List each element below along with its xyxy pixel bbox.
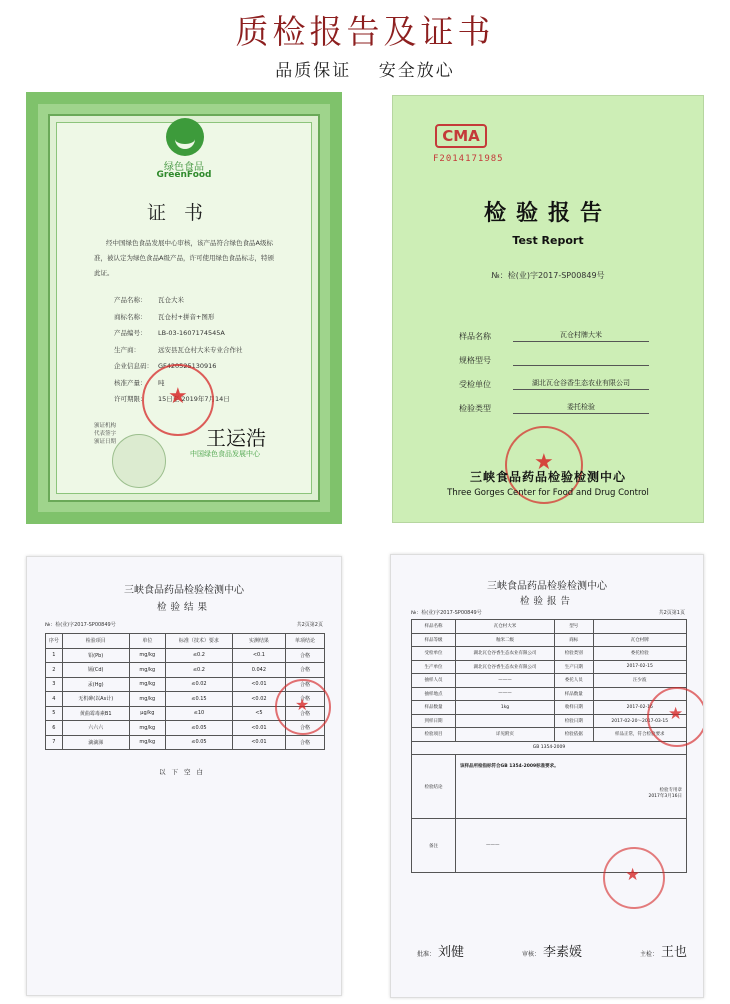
blank-below-note: 以下空白 [159, 768, 209, 776]
stamp-date: 2017年3月16日 [648, 794, 682, 799]
report-basis: GB 1354-2009 [412, 741, 687, 755]
green-food-logo-icon [166, 118, 204, 156]
red-seal-icon [603, 847, 665, 909]
center-name-en: Three Gorges Center for Food and Drug Control [447, 488, 649, 498]
subtitle-safety: 安全放心 [378, 61, 455, 81]
table-row: 1 铅(Pb) mg/kg ≤0.2 <0.1 合格 [46, 648, 325, 663]
certificate-field: 生产商： 远安县瓦仓村大米专业合作社 [114, 345, 243, 354]
conclusion-label: 检验结论 [412, 755, 456, 819]
center-name-cn: 三峡食品药品检验检测中心 [469, 470, 626, 484]
certificate-issuer-lines: 颁证机构 代表签字 颁证日期 [94, 423, 117, 445]
report-page-count: 共2页第1页 [658, 610, 685, 616]
table-row: 到样日期 检验日期 2017-02-20～2017-03-15 [412, 714, 687, 728]
certificate-intro: 经中国绿色食品发展中心审核，该产品符合绿色食品A级标准，被认定为绿色食品A级产品，许可使用绿色食品标志，特颁此证。 [94, 239, 274, 277]
cma-logo-icon: CMA [435, 124, 487, 148]
certificate-field: 商标名称： 瓦仓村+拼音+图形 [114, 312, 215, 321]
table-row: 样品数量 1kg 收样日期 2017-02-16 [412, 701, 687, 715]
red-seal-icon [142, 364, 214, 436]
certificate-org-sign: 中国绿色食品发展中心 [190, 450, 260, 458]
table-row: 5 黄曲霉毒素B1 μg/kg ≤10 <5 合格 [46, 706, 325, 721]
table-row: 7 滴滴涕 mg/kg ≤0.05 <0.01 合格 [46, 735, 325, 750]
report-page-title: 检验报告 [519, 596, 574, 607]
cover-field: 检验类型 委托检验 [459, 390, 649, 414]
cover-field: 样品名称 瓦仓村牌大米 [459, 318, 649, 342]
table-row [412, 741, 687, 755]
table-row: 4 无机砷(以As计) mg/kg ≤0.15 <0.02 合格 [46, 692, 325, 707]
page-header [0, 0, 730, 90]
table-row: 受检单位 湖北瓦仓谷香生态农业有限公司 检验类别 委托检验 [412, 647, 687, 661]
report-page-number: №：检(业)字2017-SP00849号 [411, 610, 482, 616]
table-row: 检验项目 详见附页 检验依据 样品正常，符合检验要求 [412, 728, 687, 742]
conclusion-text: 该样品所检指标符合GB 1354-2009标准要求。 [460, 764, 559, 769]
report-signatures [417, 941, 687, 960]
hologram-seal-icon [112, 434, 166, 488]
report-title: 检验报告 [483, 200, 612, 226]
subtitle-quality: 品质保证 [275, 61, 352, 81]
cover-field: 规格型号 [459, 342, 649, 366]
table-row: 抽样人员 ——— 委托人员 汪少波 [412, 674, 687, 688]
certificate-title: 证书 [146, 202, 221, 224]
table-row: 2 镉(Cd) mg/kg ≤0.2 0.042 合格 [46, 663, 325, 678]
table-row [412, 755, 687, 819]
report-cover-fields [459, 318, 649, 414]
results-number: №：检(业)字2017-SP00849号 [45, 622, 116, 628]
cma-number: F2014171985 [433, 154, 504, 164]
inspection-results-page [26, 556, 342, 996]
report-table [411, 619, 687, 873]
results-org: 三峡食品药品检验检测中心 [124, 585, 244, 596]
table-row: 6 六六六 mg/kg ≤0.05 <0.01 合格 [46, 721, 325, 736]
red-seal-icon [275, 679, 331, 735]
table-row: 3 汞(Hg) mg/kg ≤0.02 <0.01 合格 [46, 677, 325, 692]
certificate-field: 企业信息码： GF420525130916 [114, 362, 217, 370]
results-title: 检验结果 [156, 602, 211, 613]
certificate-signature: 王运浩 [206, 426, 266, 450]
certificate-field: 产品编号： LB-03-1607174545A [114, 329, 225, 337]
results-page: 共2页第2页 [296, 622, 323, 628]
report-number: №：检(业)字2017-SP00849号 [491, 271, 605, 280]
certificate-field: 核准产量： 吨 [114, 378, 165, 387]
test-report-cover [392, 95, 704, 523]
page-subtitle [0, 56, 730, 81]
green-food-certificate [26, 92, 342, 524]
stamp-label: 检验专用章 [659, 788, 682, 793]
cover-field: 受检单位 湖北瓦仓谷香生态农业有限公司 [459, 366, 649, 390]
remark-value: ——— [456, 819, 687, 873]
inspection-report-page [390, 554, 704, 998]
report-title-en: Test Report [512, 234, 584, 247]
logo-cn-text: 绿色食品 [164, 162, 204, 173]
certificate-field: 许可期限： 15日至 2019年7月14日 [114, 395, 230, 403]
table-header-row: 序号 检验项目 单位 标准（技术）要求 实测结果 单项结论 [46, 634, 325, 649]
table-row: 生产单位 湖北瓦仓谷香生态农业有限公司 生产日期 2017-02-15 [412, 660, 687, 674]
table-row: 样品等级 籼米二级 商标 瓦仓村牌 [412, 633, 687, 647]
page-title: 质检报告及证书 [235, 12, 495, 51]
red-seal-icon [647, 687, 704, 747]
remark-label: 备注 [412, 819, 456, 873]
report-org: 三峡食品药品检验检测中心 [487, 581, 607, 592]
signer: 批准： 刘健 [417, 945, 465, 960]
signer: 主检： 王也 [639, 945, 687, 960]
conclusion-cell [456, 755, 687, 819]
table-row: 样品名称 瓦仓村大米 型号 [412, 620, 687, 634]
signer: 审核： 李素媛 [521, 945, 583, 960]
logo-en-text: GreenFood [156, 170, 212, 180]
table-row: 抽样地点 ——— 样品数量 [412, 687, 687, 701]
certificate-field: 产品名称： 瓦仓大米 [114, 296, 184, 304]
